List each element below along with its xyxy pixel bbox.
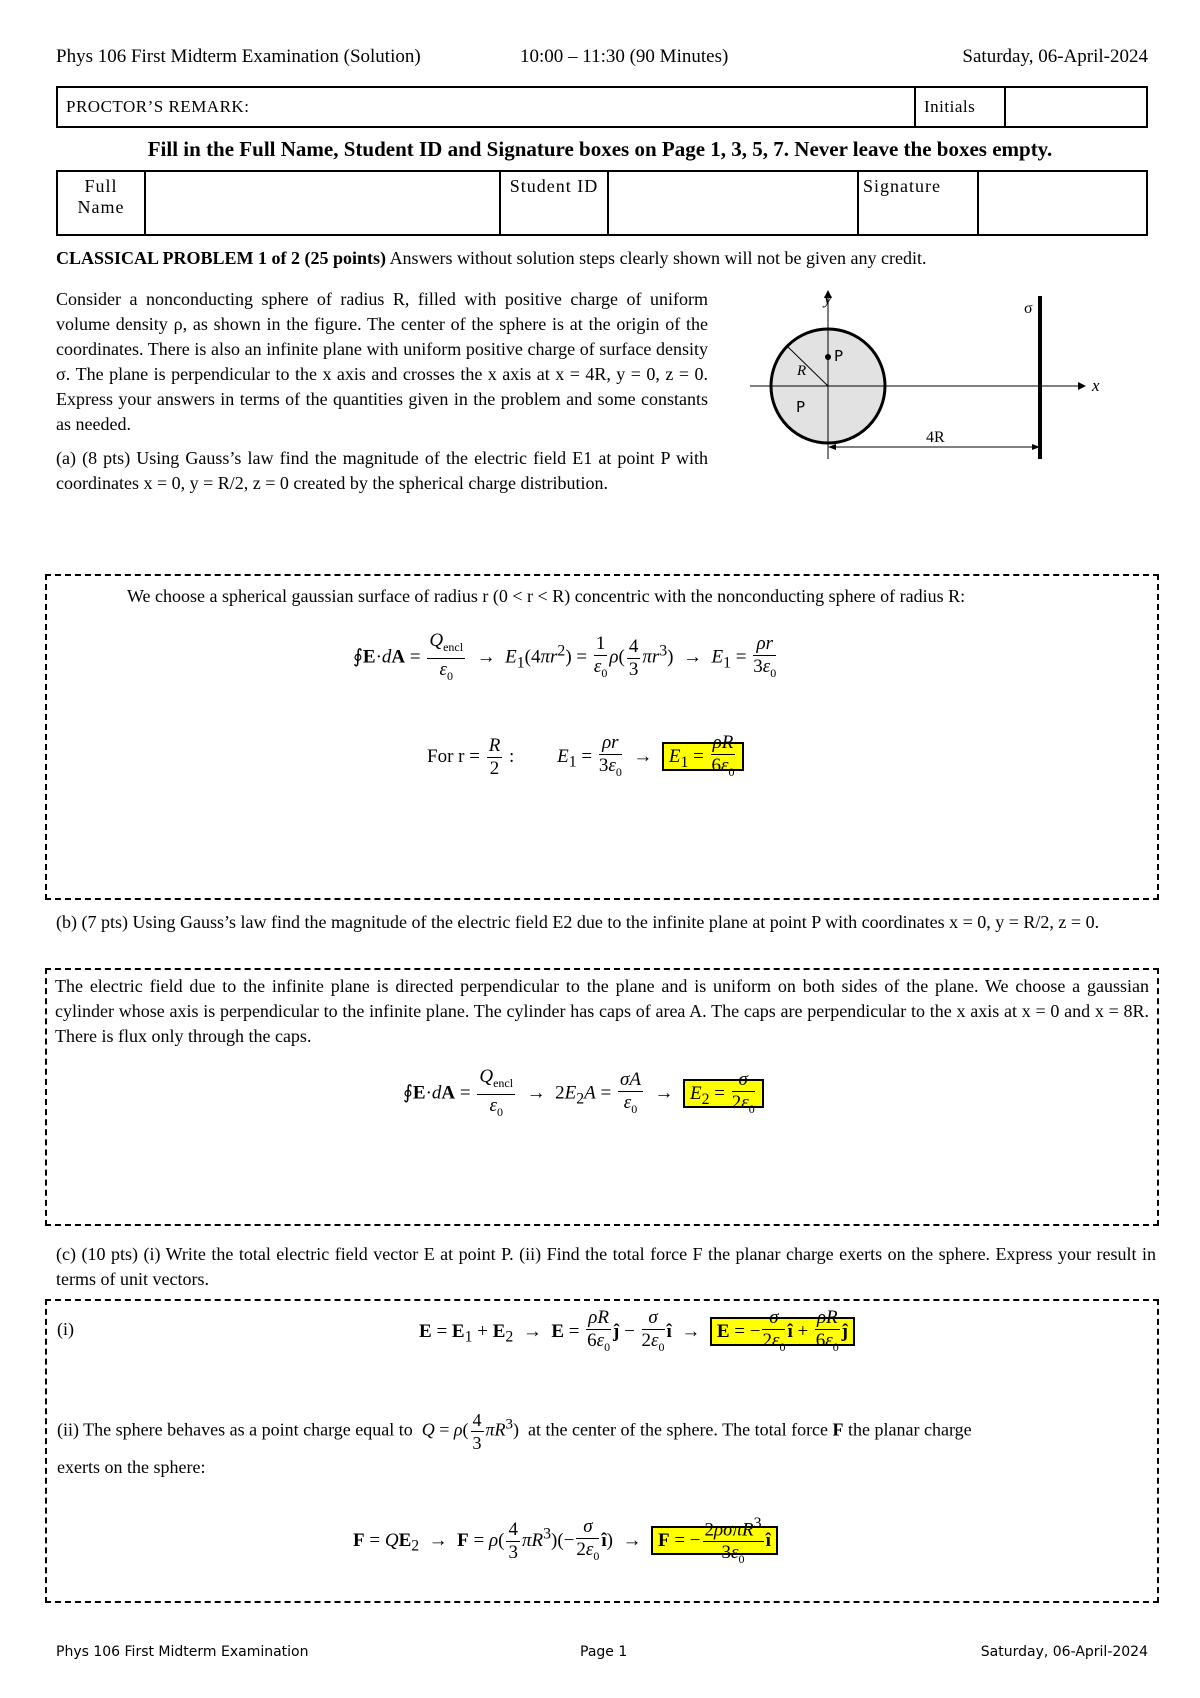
solution-a-line1: We choose a spherical gaussian surface of radius r (0 < r < R) concentric with the nonconducting sphere of radius R: xyxy=(127,586,966,606)
footer-center: Page 1 xyxy=(580,1644,628,1660)
answer-a: $E_1$ = $\frac{\rho R}{6\varepsilon_0}$ xyxy=(662,742,744,771)
proctor-box xyxy=(56,86,1148,128)
p-label-1: P xyxy=(834,347,844,365)
part-b-question: (b) (7 pts) Using Gauss’s law find the magnitude of the electric field E2 due to the infinite plane at point P with coordinates x = 0, y = R/2, z = 0. xyxy=(56,912,1100,932)
signature-field[interactable] xyxy=(978,171,1147,235)
header-center: 10:00 – 11:30 (90 Minutes) xyxy=(520,46,729,67)
student-id-label: Student ID xyxy=(500,171,608,235)
solution-a-box xyxy=(45,574,1159,900)
part-c-i-label: (i) xyxy=(57,1319,74,1339)
part-c-question: (c) (10 pts) (i) Write the total electric field vector E at point P. (ii) Find the total force F the planar charge exerts on the sphere. Express your result in terms of unit vectors. xyxy=(56,1244,1156,1289)
id-table xyxy=(56,170,1148,236)
footer-left: Phys 106 First Midterm Examination xyxy=(56,1644,309,1660)
y-label: y xyxy=(824,289,832,308)
full-name-label: Full Name xyxy=(57,171,145,235)
instruction: Fill in the Full Name, Student ID and Signature boxes on Page 1, 3, 5, 7. Never leave the boxes empty. xyxy=(147,137,1053,161)
signature-label: Signature xyxy=(858,171,978,235)
solution-c-box xyxy=(45,1299,1159,1603)
solution-c-i-eq: $E = E_1 + E_2 \to E$ = $\frac{\rho R}{6\varepsilon_0}$ ĵ − $\frac{\sigma}{2\varepsilon_0}$ î → E = − $\frac{\sigma}{2\varepsilon_0}$ î + $\frac{\rho R}{6\varepsilon_0}$ ĵ xyxy=(419,1307,855,1358)
part-a-question: (a) (8 pts) Using Gauss’s law find the magnitude of the electric field E1 at point P with coordinates x = 0, y = R/2, z = 0 created by the spherical charge distribution. xyxy=(56,448,708,493)
problem-title: CLASSICAL PROBLEM 1 of 2 (25 points) xyxy=(56,248,387,268)
problem-note: Answers without solution steps clearly shown will not be given any credit. xyxy=(389,248,927,268)
solution-c-ii-text: (ii) The sphere behaves as a point charge equal to Q = ρ( $\frac{4}{3}$ $\pi R^3$) at the center of the sphere. The total force F the planar charge exerts on the sphere: xyxy=(57,1410,972,1477)
solution-a-result-eq: For r = $\frac{R}{2}$ : $E_1$ = $\frac{\rho r}{3\varepsilon_0}$ → $E_1$ = $\frac{\rho R}{6\varepsilon_0}$ xyxy=(427,732,744,783)
p-label-2: P xyxy=(796,398,806,416)
problem-intro: Consider a nonconducting sphere of radius R, filled with positive charge of uniform volume density ρ, as shown in the figure. The center of the sphere is at the origin of the coordinates. There is also an infinite plane with uniform positive charge of surface density σ. The plane is perpendicular to the x axis and crosses the x axis at x = 4R, y = 0, z = 0. Express your answers in terms of the quantities given in the problem and some constants as needed. xyxy=(56,289,708,434)
initials-field[interactable] xyxy=(1006,88,1146,126)
footer-right: Saturday, 06-April-2024 xyxy=(980,1644,1148,1660)
solution-a-gauss-eq: ∮E·dA = $\frac{Q_{encl}}{\varepsilon_0}$ → $E_1(4\pi r^2)$ = $\frac{1}{\varepsilon_0}$ ρ( $\frac{4}{3}$ $\pi r^3) \to E_1$ = $\frac{\rho r}{3\varepsilon_0}$ xyxy=(353,630,777,683)
sigma-label: σ xyxy=(1024,300,1033,317)
student-id-field[interactable] xyxy=(608,171,858,235)
point-p xyxy=(825,354,831,360)
header-right: Saturday, 06-April-2024 xyxy=(962,46,1148,67)
answer-c-i: E = − $\frac{\sigma}{2\varepsilon_0}$ î + $\frac{\rho R}{6\varepsilon_0}$ ĵ xyxy=(710,1317,855,1346)
initials-label: Initials xyxy=(924,97,976,116)
distance-label: 4R xyxy=(926,429,945,446)
proctor-label: PROCTOR’S REMARK: xyxy=(66,97,250,116)
radius-label: R xyxy=(797,363,807,379)
sphere-plane-figure xyxy=(740,284,1100,464)
problem-heading xyxy=(56,248,1156,269)
x-label: x xyxy=(1092,376,1100,395)
solution-b-box xyxy=(45,968,1159,1226)
header-left: Phys 106 First Midterm Examination (Solution) xyxy=(56,46,421,67)
for-r-label: For r = xyxy=(427,745,480,767)
answer-b: $E_2$ = $\frac{\sigma}{2\varepsilon_0}$ xyxy=(683,1079,764,1108)
answer-c-ii: F = − $\frac{2\rho\sigma\pi R^3}{3\varepsilon_0}$ î xyxy=(651,1526,778,1555)
solution-c-ii-eq: $F = QE_2 \to F = \rho$( $\frac{4}{3}$ $\pi R^3)(-$ $\frac{\sigma}{2\varepsilon_0}$ î) → F = − $\frac{2\rho\sigma\pi R^3}{3\varepsilon_0}$ î xyxy=(353,1513,778,1570)
solution-b-text: The electric field due to the infinite plane is directed perpendicular to the plane and is uniform on both sides of the plane. We choose a gaussian cylinder whose axis is perpendicular to the infinite plane. The cylinder has caps of area A. The caps are perpendicular to the x axis at x = 0 and x = 8R. There is flux only through the caps. xyxy=(55,976,1149,1046)
full-name-field[interactable] xyxy=(145,171,500,235)
solution-b-eq: ∮E·dA = $\frac{Q_{encl}}{\varepsilon_0}$ → $2E_2A$ = $\frac{\sigma A}{\varepsilon_0}$ → $E_2$ = $\frac{\sigma}{2\varepsilon_0}$ xyxy=(403,1066,764,1123)
